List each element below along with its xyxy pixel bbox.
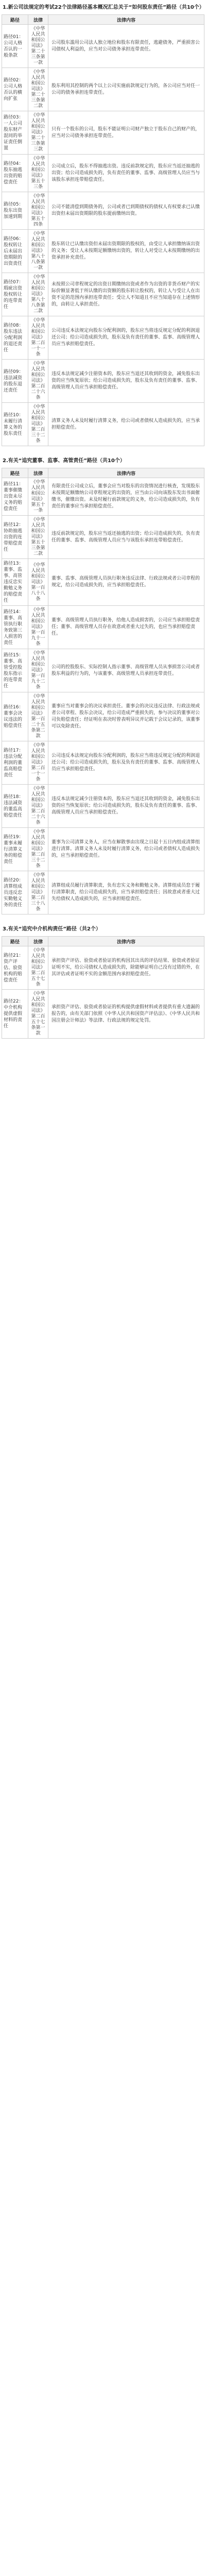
- content-cell: 清算义务人未及时履行清算义务，给公司或者债权人造成损失的，应当承担赔偿责任。: [48, 403, 204, 446]
- law-cell: 《中华人民共和国公司法》第二百三十二条: [28, 828, 48, 871]
- section-2: [2, 455, 204, 914]
- section-1: [2, 2, 204, 446]
- law-cell: 《中华人民共和国公司法》第二十三条第二款: [28, 68, 48, 111]
- path-cell: 路径17：违法分配利润的董监高赔偿责任: [2, 741, 28, 785]
- path-cell: 路径15：董事、高管受控股股东指示的连带责任: [2, 649, 28, 692]
- table-row: [2, 68, 204, 111]
- table-row: [2, 785, 204, 828]
- path-cell: 路径08：股东违法分配利润的退还责任: [2, 316, 28, 360]
- section-gap: [2, 446, 204, 455]
- content-cell: 股东利用其控制的两个以上公司实施前款规定行为的，各公司应当对任一公司的债务承担连带责任。: [48, 68, 204, 111]
- law-cell: 《中华人民共和国公司法》第二百五十七条第一款: [28, 990, 48, 1039]
- path-cell: 路径04：股东抽逃出资的赔偿责任: [2, 155, 28, 192]
- table-row: [2, 516, 204, 559]
- header-content: 法律内容: [48, 468, 204, 478]
- content-cell: 公司成立后，股东不得抽逃出资。违反前款规定的，股东应当返还抽逃的出资；给公司造成损失的，负有责任的董事、监事、高级管理人员应当与该股东承担连带赔偿责任。: [48, 155, 204, 192]
- table-row: [2, 990, 204, 1039]
- section-title: 2.有关“追究董事、监事、高管责任”路径（共10个）: [3, 458, 125, 464]
- table-row: [2, 25, 204, 68]
- section-title: 3.有关“追究中介机构责任”路径（共2个）: [3, 926, 101, 932]
- table-row: [2, 192, 204, 230]
- path-cell: 路径02：公司人格否认的横向扩张: [2, 68, 28, 111]
- law-cell: 《中华人民共和国公司法》第一百九十一条: [28, 606, 48, 649]
- table-row: [2, 403, 204, 446]
- path-cell: 路径20：清算组成员违反忠实勤勉义务的责任: [2, 871, 28, 914]
- section-gap: [2, 914, 204, 924]
- law-cell: 《中华人民共和国公司法》第二百三十八条: [28, 871, 48, 914]
- path-cell: 路径01：公司人格否认的一般条款: [2, 25, 28, 68]
- path-cell: 路径18：违法减资的董监高赔偿责任: [2, 785, 28, 828]
- table-header-row: [2, 937, 204, 946]
- law-cell: 《中华人民共和国公司法》第八十八条第一款: [28, 230, 48, 273]
- content-cell: 董事、监事、高级管理人员执行职务违反法律、行政法规或者公司章程的规定，给公司造成损失的，应当承担赔偿责任。: [48, 559, 204, 606]
- header-law: 法律: [28, 15, 48, 25]
- path-cell: 路径10：未履行清算义务的股东责任: [2, 403, 28, 446]
- table-row: [2, 559, 204, 606]
- content-cell: 清算组成员履行清算职责，负有忠实义务和勤勉义务。清算组成员怠于履行清算职责，给公司造成损失的，应当承担赔偿责任；因故意或者重大过失给债权人造成损失的，应当承担赔偿责任。: [48, 871, 204, 914]
- table-header-row: [2, 468, 204, 478]
- content-cell: 有限责任公司成立后，董事会应当对股东的出资情况进行核查，发现股东未按期足额缴纳公司章程规定的出资的，应当由公司向该股东发出书面催缴书，催缴出资。未及时履行前款规定的义务，给公司造成损失的，负有责任的董事应当承担赔偿责任。: [48, 478, 204, 516]
- table-row: [2, 828, 204, 871]
- content-cell: 公司的控股股东、实际控制人指示董事、高级管理人员从事损害公司或者股东利益的行为的，与该董事、高级管理人员承担连带责任。: [48, 649, 204, 692]
- content-cell: 股东转让已认缴出资但未届出资期限的股权的，由受让人承担缴纳该出资的义务；受让人未按期足额缴纳出资的，转让人对受让人未按期缴纳的出资承担补充责任。: [48, 230, 204, 273]
- path-cell: 路径22：中介机构提供虚假材料的责任: [2, 990, 28, 1039]
- law-cell: 《中华人民共和国公司法》第二百二十六条: [28, 785, 48, 828]
- path-cell: 路径09：违法减资的股东退还责任: [2, 360, 28, 403]
- law-cell: 《中华人民共和国公司法》第二百一十一条: [28, 316, 48, 360]
- table-row: [2, 946, 204, 990]
- law-cell: 《中华人民共和国公司法》第二百五十七条: [28, 946, 48, 990]
- table-row: [2, 478, 204, 516]
- table-row: [2, 741, 204, 785]
- table-header-row: [2, 15, 204, 25]
- path-cell: 路径19：董事未履行清算义务的赔偿责任: [2, 828, 28, 871]
- law-cell: 《中华人民共和国公司法》第二百三十二条: [28, 403, 48, 446]
- table-row: [2, 649, 204, 692]
- table-row: [2, 360, 204, 403]
- content-cell: 公司不能清偿到期债务的，公司或者已到期债权的债权人有权要求已认缴出资但未届出资期限的股东提前缴纳出资。: [48, 192, 204, 230]
- path-table: [2, 936, 204, 1039]
- path-cell: 路径13：董事、监事、高管违反忠实勤勉义务的赔偿责任: [2, 559, 28, 606]
- header-path: 路径: [2, 468, 28, 478]
- path-cell: 路径11：董事催缴出资未尽义务的赔偿责任: [2, 478, 28, 516]
- header-path: 路径: [2, 15, 28, 25]
- content-cell: 只有一个股东的公司，股东不能证明公司财产独立于股东自己的财产的，应当对公司债务承担连带责任。: [48, 111, 204, 155]
- content-cell: 公司股东滥用公司法人独立地位和股东有限责任，逃避债务，严重损害公司债权人利益的，应当对公司债务承担连带责任。: [48, 25, 204, 68]
- path-table: [2, 14, 204, 446]
- table-row: [2, 155, 204, 192]
- content-cell: 违反本法规定减少注册资本的，股东应当退还其收到的资金，减免股东出资的应当恢复原状；给公司造成损失的，股东及负有责任的董事、监事、高级管理人员应当承担赔偿责任。: [48, 360, 204, 403]
- path-cell: 路径14：董事、高管执行职务致第三人损害的责任: [2, 606, 28, 649]
- section-title: 1.新公司法规定的考试22个法律路径基本概况汇总关于“如何股东责任”路径（共10个）: [3, 5, 204, 10]
- content-cell: 董事、高级管理人员执行职务，给他人造成损害的，公司应当承担赔偿责任；董事、高级管理人员存在故意或者重大过失的，也应当承担赔偿责任。: [48, 606, 204, 649]
- law-cell: 《中华人民共和国公司法》第一百八十八条: [28, 559, 48, 606]
- law-cell: 《中华人民共和国公司法》第五十三条第二款: [28, 516, 48, 559]
- table-row: [2, 871, 204, 914]
- law-cell: 《中华人民共和国公司法》第五十三条: [28, 155, 48, 192]
- law-cell: 《中华人民共和国公司法》第二十三条第三款: [28, 111, 48, 155]
- content-cell: 董事应当对董事会的决议承担责任。董事会的决议违反法律、行政法规或者公司章程、股东会决议，给公司造成严重损失的，参与决议的董事对公司负赔偿责任；经证明在表决时曾表明异议并记载于会议记录的，该董事可以免除责任。: [48, 692, 204, 741]
- content-cell: 未按照公司章程规定的出资日期缴纳出资或者作为出资的非货币财产的实际价额显著低于所认缴的出资额的股东转让股权的，转让人与受让人在出资不足的范围内承担连带责任；受让人不知道且不应当知道存在上述情形的，由转让人承担责任。: [48, 273, 204, 316]
- content-cell: 承担资产评估、验资或者验证的机构提供虚假材料或者提供有重大遗漏的报告的，由有关部门依照《中华人民共和国资产评估法》、《中华人民共和国注册会计师法》等法律、行政法规的规定处罚。: [48, 990, 204, 1039]
- law-cell: 《中华人民共和国公司法》第五十四条: [28, 192, 48, 230]
- table-row: [2, 111, 204, 155]
- law-cell: 《中华人民共和国公司法》第一百二十五条第二款: [28, 692, 48, 741]
- header-path: 路径: [2, 937, 28, 946]
- law-cell: 《中华人民共和国公司法》第二十三条第一款: [28, 25, 48, 68]
- path-cell: 路径21：资产评估、验资机构的赔偿责任: [2, 946, 28, 990]
- content-cell: 违反本法规定减少注册资本的，股东应当退还其收到的资金，减免股东出资的应当恢复原状；给公司造成损失的，股东及负有责任的董事、监事、高级管理人员应当承担赔偿责任。: [48, 785, 204, 828]
- path-cell: 路径05：股东出资加速到期: [2, 192, 28, 230]
- path-cell: 路径07：瑕疵出资股权转让的连带责任: [2, 273, 28, 316]
- law-cell: 《中华人民共和国公司法》第二百一十一条: [28, 741, 48, 785]
- law-cell: 《中华人民共和国公司法》第八十八条第二款: [28, 273, 48, 316]
- content-cell: 公司违反本法规定向股东分配利润的，股东应当将违反规定分配的利润退还公司；给公司造成损失的，股东及负有责任的董事、监事、高级管理人员应当承担赔偿责任。: [48, 316, 204, 360]
- law-cell: 《中华人民共和国公司法》第五十一条: [28, 478, 48, 516]
- section-3: [2, 924, 204, 1039]
- path-cell: 路径03：一人公司股东财产混同的举证责任倒置: [2, 111, 28, 155]
- content-cell: 公司违反本法规定向股东分配利润的，股东应当将违反规定分配的利润退还公司；给公司造成损失的，股东及负有责任的董事、监事、高级管理人员应当承担赔偿责任。: [48, 741, 204, 785]
- header-content: 法律内容: [48, 937, 204, 946]
- header-law: 法律: [28, 468, 48, 478]
- law-cell: 《中华人民共和国公司法》第二百二十六条: [28, 360, 48, 403]
- path-cell: 路径12：协助抽逃出资的连带赔偿责任: [2, 516, 28, 559]
- table-row: [2, 692, 204, 741]
- header-content: 法律内容: [48, 15, 204, 25]
- page: [0, 0, 206, 1043]
- path-table: [2, 468, 204, 914]
- content-cell: 承担资产评估、验资或者验证的机构因其出具的评估结果、验资或者验证证明不实，给公司债权人造成损失的，除能够证明自己没有过错的外，在其评估或者证明不实的金额范围内承担赔偿责任。: [48, 946, 204, 990]
- table-row: [2, 316, 204, 360]
- path-cell: 路径16：董事会决议违法的赔偿责任: [2, 692, 28, 741]
- law-cell: 《中华人民共和国公司法》第一百九十二条: [28, 649, 48, 692]
- table-row: [2, 230, 204, 273]
- header-law: 法律: [28, 937, 48, 946]
- path-cell: 路径06：股权转让后未届出资期限的出资责任: [2, 230, 28, 273]
- content-cell: 董事为公司清算义务人，应当在解散事由出现之日起十五日内组成清算组进行清算。清算义务人未及时履行清算义务，给公司或者债权人造成损失的，应当承担赔偿责任。: [48, 828, 204, 871]
- table-row: [2, 606, 204, 649]
- content-cell: 违反前款规定的，股东应当返还抽逃的出资；给公司造成损失的，负有责任的董事、监事、高级管理人员应当与该股东承担连带赔偿责任。: [48, 516, 204, 559]
- table-row: [2, 273, 204, 316]
